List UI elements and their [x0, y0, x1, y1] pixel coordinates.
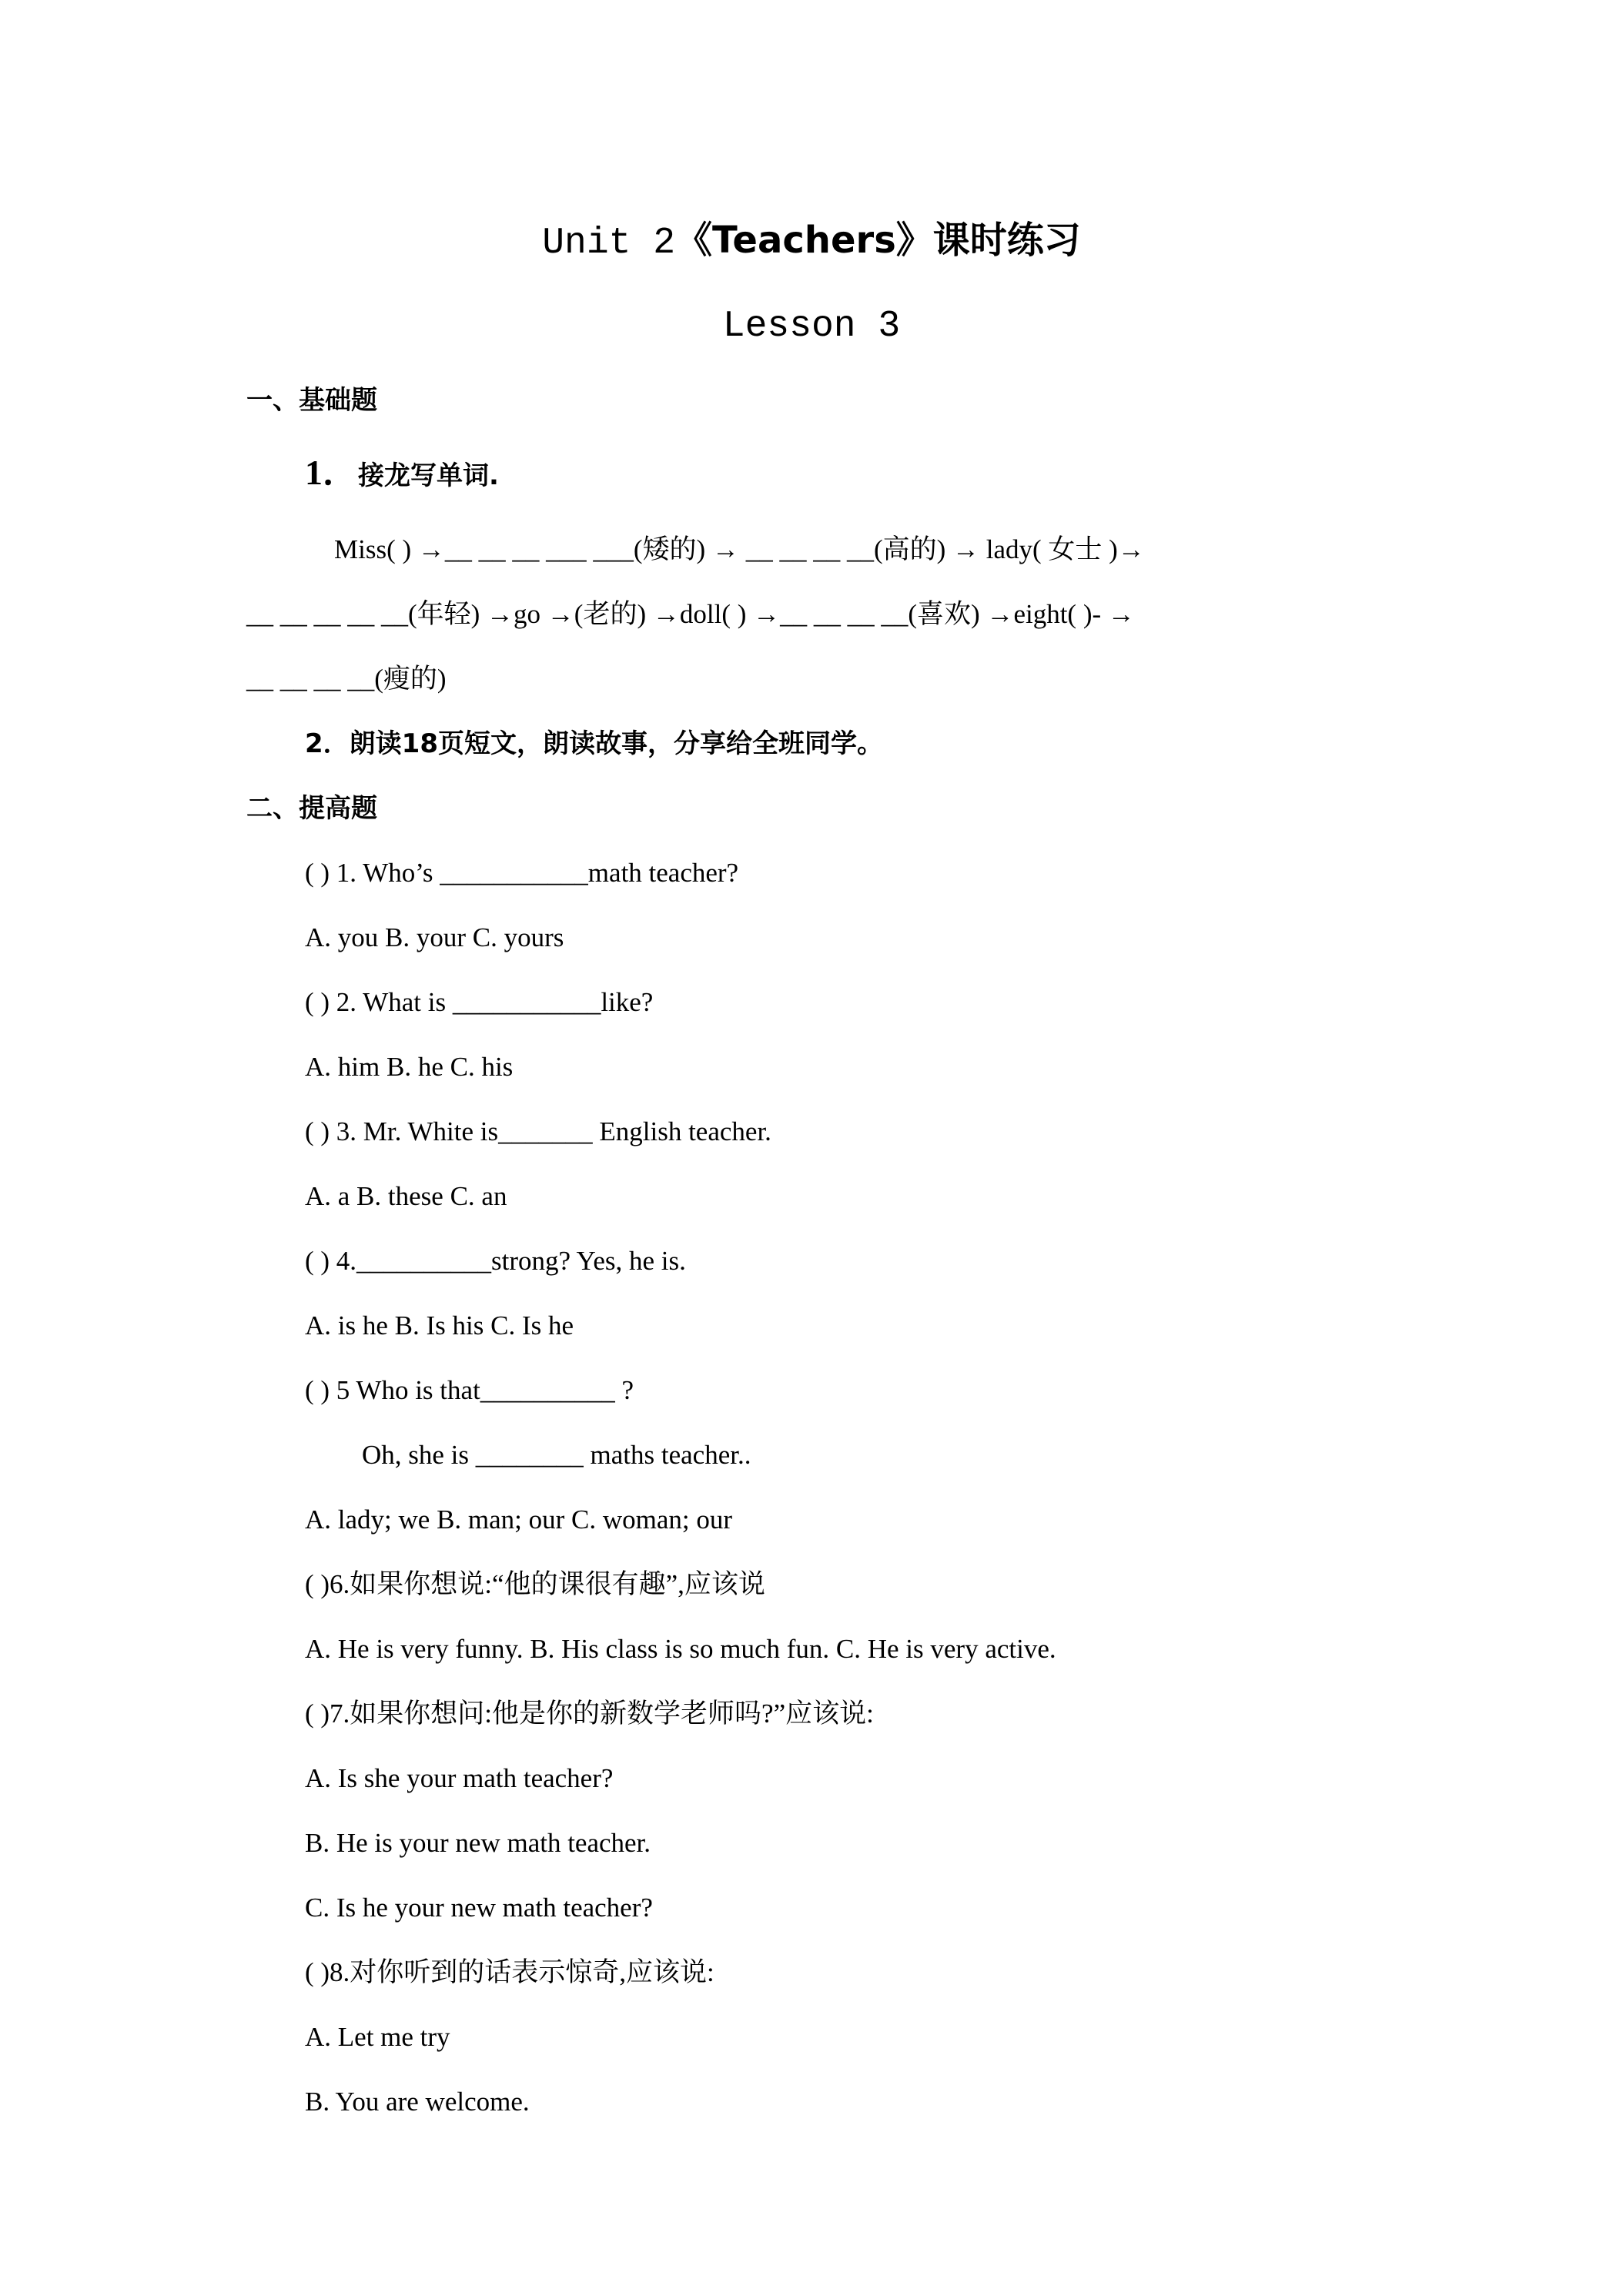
- question-1-number: 1．: [305, 453, 358, 492]
- options-line: A. him B. he C. his: [305, 1052, 514, 1082]
- document-title: [0, 217, 1623, 266]
- option-line: A. Is she your math teacher?: [305, 1763, 614, 1793]
- options-line: A. He is very funny. B. His class is so much fun. C. He is very active.: [305, 1634, 1056, 1664]
- question-line: ( ) 1. Who’s ___________math teacher?: [305, 858, 739, 888]
- question-1-text: 接龙写单词.: [358, 460, 499, 491]
- title-cjk: 《Teachers》课时练习: [675, 219, 1081, 262]
- options-line: A. lady; we B. man; our C. woman; our: [305, 1504, 733, 1535]
- question-line: ( ) 3. Mr. White is_______ English teacher.: [305, 1116, 771, 1146]
- question-line: ( ) 2. What is ___________like?: [305, 987, 654, 1017]
- section-1-heading: 一、基础题: [246, 385, 377, 416]
- title-prefix: Unit 2: [542, 223, 676, 264]
- question-1-header: [305, 453, 499, 493]
- question-line-continued: Oh, she is ________ maths teacher..: [362, 1440, 751, 1470]
- question-line: ( ) 4.__________strong? Yes, he is.: [305, 1246, 686, 1276]
- options-line: A. is he B. Is his C. Is he: [305, 1310, 574, 1340]
- question-2-text: 2．朗读18页短文，朗读故事，分享给全班同学。: [305, 728, 883, 759]
- option-line: B. He is your new math teacher.: [305, 1828, 651, 1858]
- option-line: B. You are welcome.: [305, 2087, 530, 2117]
- question-line: ( )6.如果你想说:“他的课很有趣”,应该说: [305, 1569, 765, 1599]
- question-line: ( )7.如果你想问:他是你的新数学老师吗?”应该说:: [305, 1699, 874, 1729]
- question-line: ( ) 5 Who is that__________ ?: [305, 1375, 634, 1405]
- chain-line-3: __ __ __ __(瘦的): [246, 664, 447, 694]
- option-line: A. Let me try: [305, 2022, 450, 2052]
- options-line: A. you B. your C. yours: [305, 922, 564, 952]
- options-line: A. a B. these C. an: [305, 1181, 507, 1211]
- chain-line-1: Miss( ) →__ __ __ ___ ___(矮的) → __ __ __ __(高的) → lady( 女士 )→: [334, 534, 1145, 564]
- option-line: C. Is he your new math teacher?: [305, 1893, 653, 1923]
- chain-line-2: __ __ __ __ __(年轻) →go →(老的) →doll( ) →__ __ __ __(喜欢) →eight( )- →: [246, 599, 1135, 629]
- lesson-subtitle: Lesson 3: [722, 306, 901, 347]
- question-line: ( )8.对你听到的话表示惊奇,应该说:: [305, 1957, 714, 1987]
- section-2-heading: 二、提高题: [246, 793, 377, 824]
